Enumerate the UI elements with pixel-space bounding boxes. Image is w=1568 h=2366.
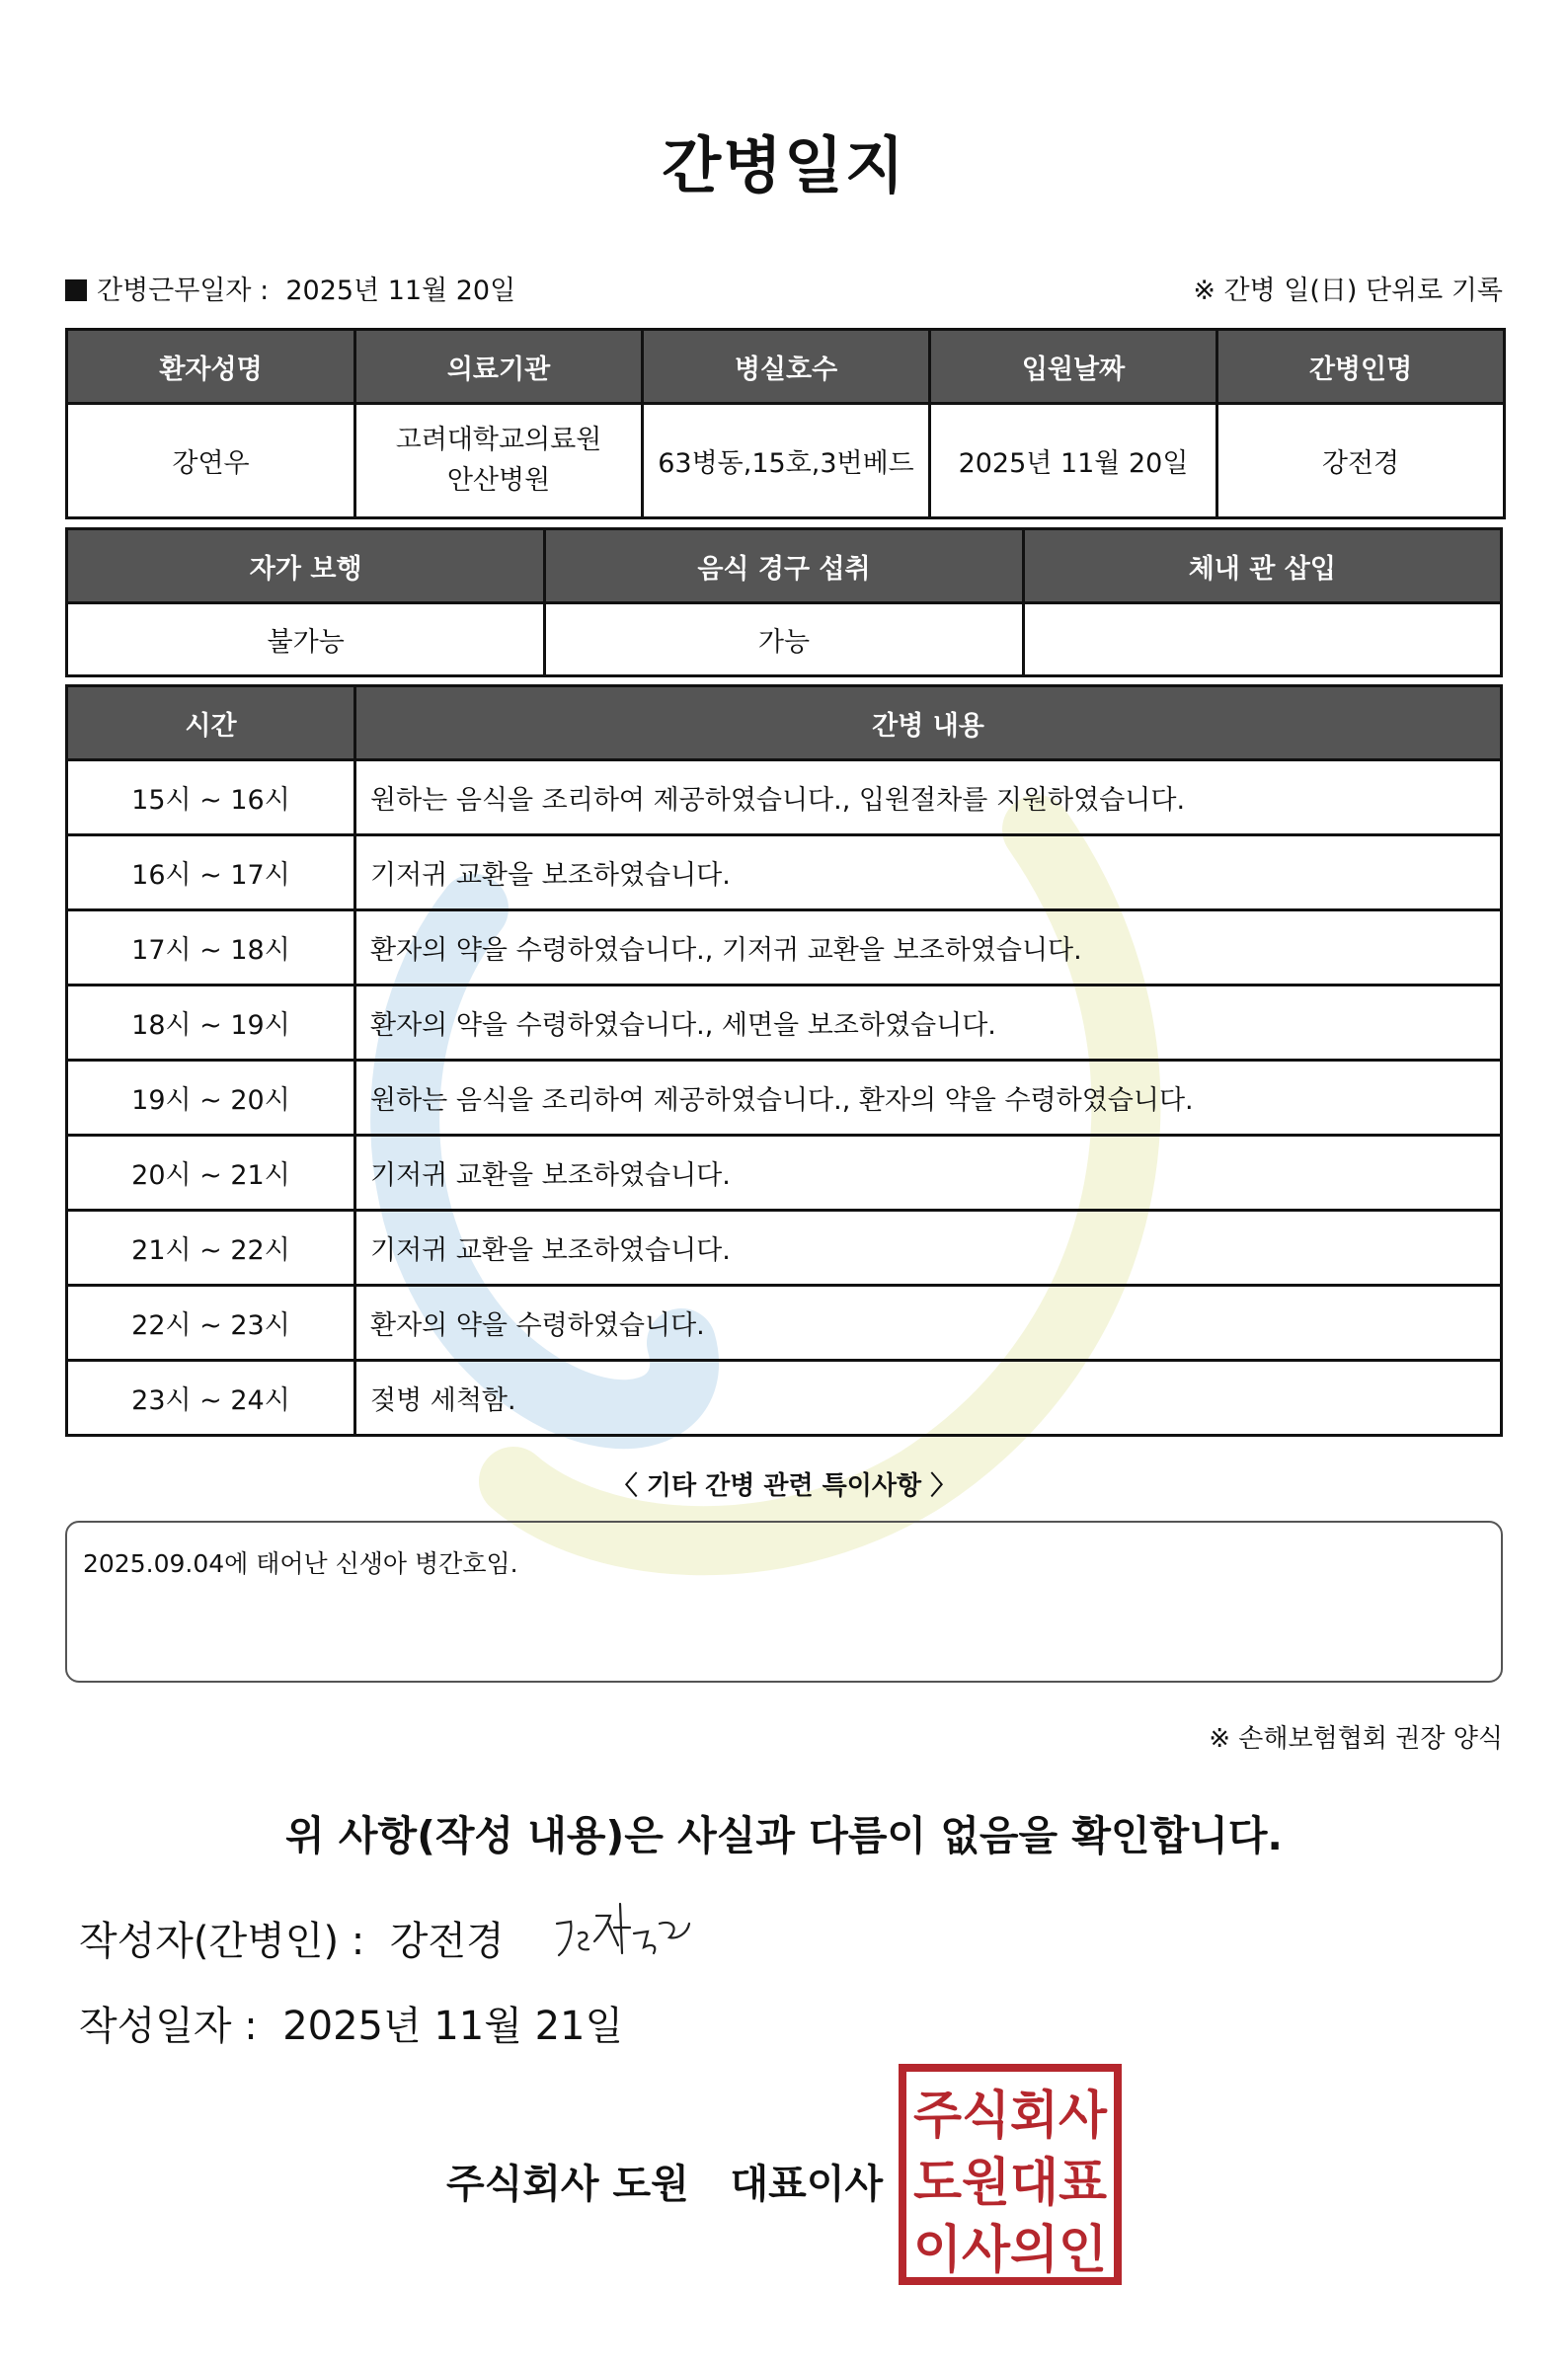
svg-text:이사의인: 이사의인: [913, 2221, 1107, 2280]
header-hospital: 의료기관: [355, 330, 643, 404]
work-date-line: [65, 269, 515, 307]
work-date-label: 간병근무일자 :: [97, 276, 270, 306]
care-time: 22시 ~ 23시: [67, 1286, 355, 1361]
table-row: [67, 1361, 1502, 1436]
table-row: [67, 1286, 1502, 1361]
care-time: 18시 ~ 19시: [67, 986, 355, 1061]
header-care-content: 간병 내용: [355, 686, 1502, 760]
status-table: [65, 527, 1503, 677]
care-content: 기저귀 교환을 보조하였습니다.: [355, 1136, 1502, 1211]
write-date-value: 2025년 11월 21일: [282, 2004, 624, 2049]
header-oral-intake: 음식 경구 섭취: [545, 529, 1023, 603]
care-time: 15시 ~ 16시: [67, 760, 355, 835]
table-row: [67, 835, 1502, 910]
care-content: 환자의 약을 수령하였습니다., 기저귀 교환을 보조하였습니다.: [355, 910, 1502, 986]
caregiver-name: 강전경: [1217, 404, 1505, 518]
header-room: 병실호수: [643, 330, 930, 404]
care-content: 기저귀 교환을 보조하였습니다.: [355, 1211, 1502, 1286]
signature-image: [549, 1894, 697, 1973]
table-row: [67, 1136, 1502, 1211]
patient-name: 강연우: [67, 404, 355, 518]
table-row: [67, 910, 1502, 986]
room-number: 63병동,15호,3번베드: [643, 404, 930, 518]
header-caregiver-name: 간병인명: [1217, 330, 1505, 404]
care-time: 19시 ~ 20시: [67, 1061, 355, 1136]
self-walking-value: 불가능: [67, 603, 545, 676]
admission-date: 2025년 11월 20일: [930, 404, 1217, 518]
hospital-name: 고려대학교의료원안산병원: [355, 404, 643, 518]
square-bullet-icon: [65, 279, 87, 301]
table-row: [67, 1211, 1502, 1286]
header-self-walking: 자가 보행: [67, 529, 545, 603]
tube-insertion-value: [1023, 603, 1501, 676]
care-time: 17시 ~ 18시: [67, 910, 355, 986]
remarks-title: 〈 기타 간병 관련 특이사항 〉: [611, 1471, 957, 1501]
work-date-value: 2025년 11월 20일: [285, 276, 516, 306]
page-title: 간병일지: [662, 129, 906, 201]
care-time: 23시 ~ 24시: [67, 1361, 355, 1436]
writer-line: [79, 1910, 505, 1966]
header-patient-name: 환자성명: [67, 330, 355, 404]
care-content: 원하는 음식을 조리하여 제공하였습니다., 환자의 약을 수령하였습니다.: [355, 1061, 1502, 1136]
company-signature-line: 주식회사 도원 대표이사: [446, 2162, 884, 2207]
svg-text:도원대표: 도원대표: [913, 2154, 1107, 2213]
write-date-label: 작성일자 :: [79, 2004, 258, 2049]
remarks-box: [65, 1521, 1503, 1683]
care-time: 20시 ~ 21시: [67, 1136, 355, 1211]
writer-label: 작성자(간병인) :: [79, 1919, 365, 1964]
table-row: [67, 986, 1502, 1061]
remarks-text: 2025.09.04에 태어난 신생아 병간호임.: [83, 1549, 518, 1578]
table-row: [67, 760, 1502, 835]
care-content: 환자의 약을 수령하였습니다.: [355, 1286, 1502, 1361]
recommend-note: ※ 손해보험협회 권장 양식: [1209, 1724, 1503, 1754]
care-content: 환자의 약을 수령하였습니다., 세면을 보조하였습니다.: [355, 986, 1502, 1061]
patient-info-table: [65, 328, 1506, 519]
header-admission-date: 입원날짜: [930, 330, 1217, 404]
care-content: 기저귀 교환을 보조하였습니다.: [355, 835, 1502, 910]
care-content: 원하는 음식을 조리하여 제공하였습니다., 입원절차를 지원하였습니다.: [355, 760, 1502, 835]
write-date-line: [79, 1995, 623, 2051]
unit-note: ※ 간병 일(日) 단위로 기록: [1193, 276, 1503, 306]
company-seal-image: [899, 2064, 1122, 2285]
confirm-statement: 위 사항(작성 내용)은 사실과 다름이 없음을 확인합니다.: [284, 1812, 1284, 1859]
table-row: [67, 1061, 1502, 1136]
care-time: 21시 ~ 22시: [67, 1211, 355, 1286]
care-time: 16시 ~ 17시: [67, 835, 355, 910]
oral-intake-value: 가능: [545, 603, 1023, 676]
svg-text:주식회사: 주식회사: [913, 2087, 1108, 2146]
care-content: 젖병 세척함.: [355, 1361, 1502, 1436]
header-time: 시간: [67, 686, 355, 760]
header-tube-insertion: 체내 관 삽입: [1023, 529, 1501, 603]
care-log-table: [65, 684, 1503, 1437]
writer-name: 강전경: [389, 1919, 505, 1964]
